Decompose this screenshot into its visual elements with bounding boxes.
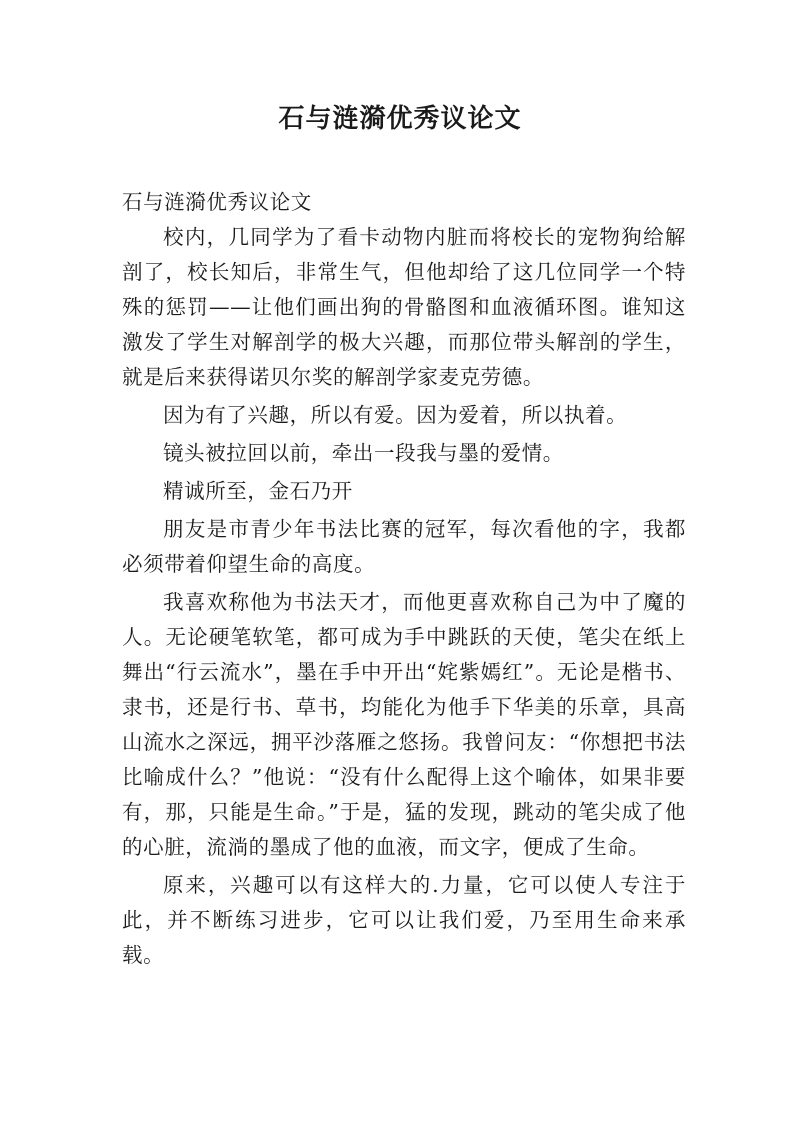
document-subtitle: 石与涟漪优秀议论文 [122,190,312,214]
paragraph: 我喜欢称他为书法天才，而他更喜欢称自己为中了魔的人。无论硬笔软笔，都可成为手中跳跃的天使，笔尖在纸上舞出“行云流水”，墨在手中开出“姹紫嫣红”。无论是楷书、隶书，还是行书、草书，均能化为他手下华美的乐章，具高山流水之深远，拥平沙落雁之悠扬。我曾问友：“你想把书法比喻成什么？”他说：“没有什么配得上这个喻体，如果非要有，那，只能是生命。”于是，猛的发现，跳动的笔尖成了他的心脏，流淌的墨成了他的血液，而文字，便成了生命。 [122,590,686,859]
paragraph: 原来，兴趣可以有这样大的.力量，它可以使人专注于此，并不断练习进步，它可以让我们爱，乃至用生命来承载。 [122,873,686,967]
paragraph: 因为有了兴趣，所以有爱。因为爱着，所以执着。 [163,403,628,427]
section-heading: 精诚所至，金石乃开 [163,479,353,503]
document-title: 石与涟漪优秀议论文 [278,104,522,134]
document-body [122,185,686,973]
paragraph: 朋友是市青少年书法比赛的冠军，每次看他的字，我都必须带着仰望生命的高度。 [122,517,686,576]
paragraph: 镜头被拉回以前，牵出一段我与墨的爱情。 [163,441,564,465]
paragraph: 校内，几同学为了看卡动物内脏而将校长的宠物狗给解剖了，校长知后，非常生气，但他却给了这几位同学一个特殊的惩罚——让他们画出狗的骨骼图和血液循环图。谁知这激发了学生对解剖学的极大兴趣，而那位带头解剖的学生，就是后来获得诺贝尔奖的解剖学家麦克劳德。 [122,225,686,389]
